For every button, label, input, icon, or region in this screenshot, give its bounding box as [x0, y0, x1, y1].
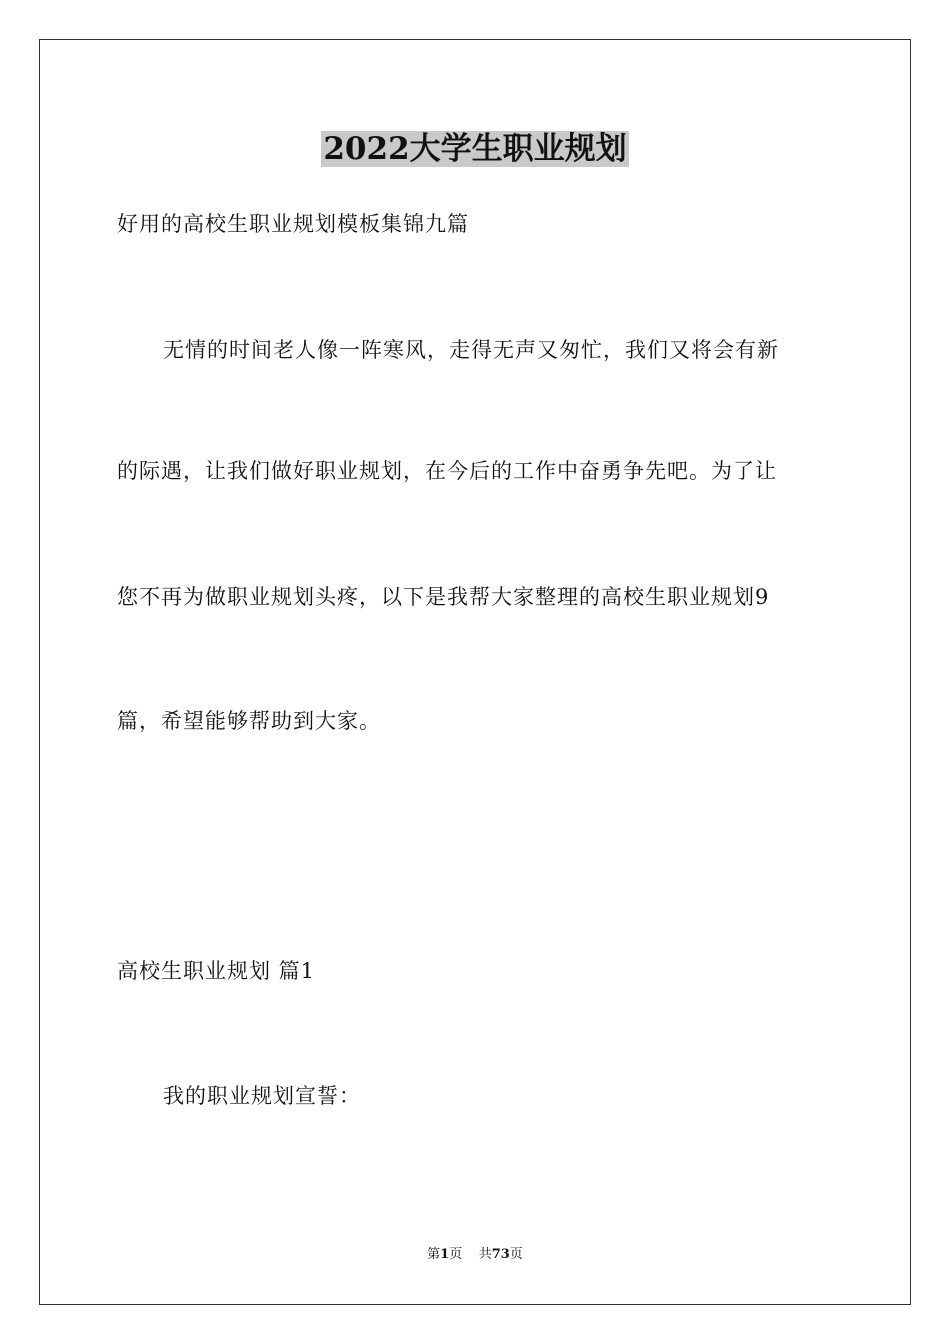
paragraph-line-2: 的际遇，让我们做好职业规划，在今后的工作中奋勇争先吧。为了让: [117, 459, 777, 483]
footer-total-suffix: 页: [509, 1247, 523, 1262]
footer-total-prefix: 共: [478, 1247, 492, 1262]
section-heading: 高校生职业规划 篇1: [117, 959, 316, 983]
footer-page-prefix: 第: [427, 1247, 441, 1262]
document-title-text: 2022大学生职业规划: [323, 131, 627, 167]
paragraph-line-4: 篇，希望能够帮助到大家。: [117, 709, 381, 733]
page-footer: [0, 1246, 950, 1264]
document-title: [0, 127, 950, 171]
section-first-line: 我的职业规划宣誓：: [163, 1084, 361, 1108]
document-subtitle: 好用的高校生职业规划模板集锦九篇: [117, 212, 469, 236]
paragraph-line-3: 您不再为做职业规划头疼，以下是我帮大家整理的高校生职业规划9: [117, 585, 770, 609]
paragraph-line-1: 无情的时间老人像一阵寒风，走得无声又匆忙，我们又将会有新: [163, 338, 779, 362]
footer-page-total: 73: [491, 1247, 510, 1262]
footer-page-suffix: 页: [449, 1247, 463, 1262]
footer-page-current: 1: [440, 1247, 450, 1262]
